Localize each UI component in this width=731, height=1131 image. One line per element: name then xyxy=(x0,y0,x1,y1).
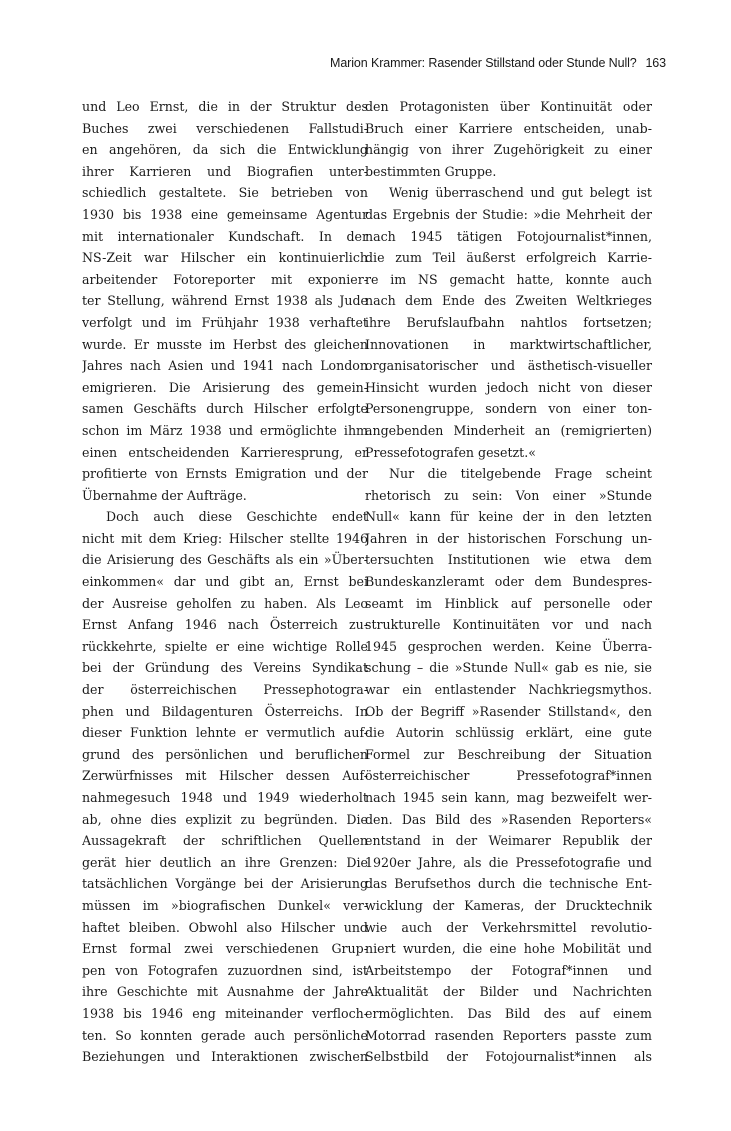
text-line: Ernst Anfang 1946 nach Österreich zu- xyxy=(82,617,368,633)
text-line: Übernahme der Aufträge. xyxy=(82,487,247,503)
text-line: tatsächlichen Vorgänge bei der Arisierung xyxy=(82,876,368,892)
text-line: Bundeskanzleramt oder dem Bundespres- xyxy=(365,574,652,590)
text-line: hängig von ihrer Zugehörigkeit zu einer xyxy=(365,142,652,158)
text-line: österreichischer Pressefotograf*innen xyxy=(365,768,652,784)
text-line: wurde. Er musste im Herbst des gleichen xyxy=(82,336,368,352)
text-line: gerät hier deutlich an ihre Grenzen: Die xyxy=(82,854,368,870)
text-line: Innovationen in marktwirtschaftlicher, xyxy=(365,336,652,352)
text-line: haftet bleiben. Obwohl also Hilscher und xyxy=(82,919,368,935)
text-line: das Berufsethos durch die technische Ent- xyxy=(365,876,652,892)
paragraph xyxy=(365,96,652,182)
text-line: ten. So konnten gerade auch persönliche xyxy=(82,1027,368,1043)
text-line: strukturelle Kontinuitäten vor und nach xyxy=(365,617,652,633)
text-line: organisatorischer und ästhetisch-visueller xyxy=(365,358,652,374)
text-line: wie auch der Verkehrsmittel revolutio- xyxy=(365,919,652,935)
text-line: Aussagekraft der schriftlichen Quellen xyxy=(82,833,368,849)
text-line: samen Geschäfts durch Hilscher erfolgte xyxy=(82,401,368,417)
left-text-column xyxy=(82,96,368,1068)
text-line: ter Stellung, während Ernst 1938 als Jude xyxy=(82,293,368,309)
text-line: ab, ohne dies explizit zu begründen. Die xyxy=(82,811,368,827)
text-line: Arbeitstempo der Fotograf*innen und xyxy=(365,962,652,978)
text-line: bestimmten Gruppe. xyxy=(365,163,497,179)
text-line: NS-Zeit war Hilscher ein kontinuierlich xyxy=(82,250,368,266)
text-line: 1945 gesprochen werden. Keine Überra- xyxy=(365,638,652,654)
text-line: Zerwürfnisses mit Hilscher dessen Auf- xyxy=(82,768,368,784)
right-text-column xyxy=(365,96,652,1068)
text-line: mit internationaler Kundschaft. In der xyxy=(82,228,368,244)
paragraph xyxy=(82,506,368,1067)
text-line: Pressefotografen gesetzt.« xyxy=(365,444,536,460)
text-line: Selbstbild der Fotojournalist*innen als xyxy=(365,1049,652,1065)
page-number: 163 xyxy=(645,56,666,70)
text-line: die Arisierung des Geschäfts als ein »Über- xyxy=(82,552,368,568)
text-line: Jahren in der historischen Forschung un- xyxy=(365,530,652,546)
text-line: einen entscheidenden Karrieresprung, er xyxy=(82,444,368,460)
text-line: Beziehungen und Interaktionen zwischen xyxy=(82,1049,368,1065)
text-line: die zum Teil äußerst erfolgreich Karrie- xyxy=(365,250,652,266)
text-line: en angehören, da sich die Entwicklung xyxy=(82,142,368,158)
text-line: der österreichischen Pressephotogra- xyxy=(82,682,368,698)
text-line: Ob der Begriff »Rasender Stillstand«, den xyxy=(365,703,652,719)
text-line: pen von Fotografen zuzuordnen sind, ist xyxy=(82,962,368,978)
text-line: ihrer Karrieren und Biografien unter- xyxy=(82,163,368,179)
text-line: emigrieren. Die Arisierung des gemein- xyxy=(82,379,368,395)
text-line: Nur die titelgebende Frage scheint xyxy=(389,466,652,482)
text-line: re im NS gemacht hatte, konnte auch xyxy=(365,271,652,287)
text-line: Hinsicht wurden jedoch nicht von dieser xyxy=(365,379,652,395)
text-line: nicht mit dem Krieg: Hilscher stellte 1946 xyxy=(82,530,368,546)
text-line: Jahres nach Asien und 1941 nach London xyxy=(82,358,368,374)
text-line: bei der Gründung des Vereins Syndikat xyxy=(82,660,368,676)
text-line: schung – die »Stunde Null« gab es nie, sie xyxy=(365,660,652,676)
running-header xyxy=(330,56,666,76)
text-line: 1938 bis 1946 eng miteinander verfloch- xyxy=(82,1005,368,1021)
text-line: niert wurden, die eine hohe Mobilität und xyxy=(365,941,652,957)
text-line: angebenden Minderheit an (remigrierten) xyxy=(365,422,652,438)
text-line: schon im März 1938 und ermöglichte ihm xyxy=(82,422,368,438)
paragraph xyxy=(82,96,368,506)
text-line: entstand in der Weimarer Republik der xyxy=(365,833,652,849)
text-line: den Protagonisten über Kontinuität oder xyxy=(365,99,652,114)
text-line: der Ausreise geholfen zu haben. Als Leo xyxy=(82,595,368,611)
paragraph xyxy=(365,463,652,1068)
text-line: wicklung der Kameras, der Drucktechnik xyxy=(365,897,652,913)
text-line: den. Das Bild des »Rasenden Reporters« xyxy=(365,811,652,827)
text-line: nach dem Ende des Zweiten Weltkrieges xyxy=(365,293,652,309)
text-line: Buches zwei verschiedenen Fallstudi- xyxy=(82,120,368,136)
text-line: rückkehrte, spielte er eine wichtige Rolle xyxy=(82,638,368,654)
text-line: Ernst formal zwei verschiedenen Grup- xyxy=(82,941,368,957)
text-line: arbeitender Fotoreporter mit exponier- xyxy=(82,271,368,287)
text-line: verfolgt und im Frühjahr 1938 verhaftet xyxy=(82,314,368,330)
text-line: 1920er Jahre, als die Pressefotografie und xyxy=(365,854,652,870)
text-line: Motorrad rasenden Reporters passte zum xyxy=(365,1027,652,1043)
text-line: die Autorin schlüssig erklärt, eine gute xyxy=(365,725,652,741)
text-line: 1930 bis 1938 eine gemeinsame Agentur xyxy=(82,206,368,222)
running-title: Marion Krammer: Rasender Stillstand oder Stunde Null? xyxy=(330,56,637,70)
text-line: schiedlich gestaltete. Sie betrieben von xyxy=(82,185,368,201)
text-line: ermöglichten. Das Bild des auf einem xyxy=(365,1005,652,1021)
text-line: und Leo Ernst, die in der Struktur des xyxy=(82,99,368,114)
text-line: ihre Geschichte mit Ausnahme der Jahre xyxy=(82,984,368,1000)
text-line: dieser Funktion lehnte er vermutlich auf- xyxy=(82,725,368,741)
text-line: profitierte von Ernsts Emigration und der xyxy=(82,466,368,482)
text-line: müssen im »biografischen Dunkel« ver- xyxy=(82,897,368,913)
text-line: einkommen« dar und gibt an, Ernst bei xyxy=(82,574,368,590)
text-line: rhetorisch zu sein: Von einer »Stunde xyxy=(365,487,652,503)
text-line: grund des persönlichen und beruflichen xyxy=(82,746,368,762)
text-line: Bruch einer Karriere entscheiden, unab- xyxy=(365,120,652,136)
text-line: ihre Berufslaufbahn nahtlos fortsetzen; xyxy=(365,314,652,330)
text-line: seamt im Hinblick auf personelle oder xyxy=(365,595,652,611)
text-line: war ein entlastender Nachkriegsmythos. xyxy=(365,682,652,698)
text-line: das Ergebnis der Studie: »die Mehrheit der xyxy=(365,206,652,222)
text-line: tersuchten Institutionen wie etwa dem xyxy=(365,552,652,568)
text-line: phen und Bildagenturen Österreichs. In xyxy=(82,703,368,719)
text-line: Formel zur Beschreibung der Situation xyxy=(365,746,652,762)
paragraph xyxy=(365,182,652,463)
text-line: nahmegesuch 1948 und 1949 wiederholt xyxy=(82,790,368,805)
text-line: nach 1945 sein kann, mag bezweifelt wer- xyxy=(365,790,652,805)
text-line: Wenig überraschend und gut belegt ist xyxy=(389,185,652,201)
text-line: Null« kann für keine der in den letzten xyxy=(365,509,652,525)
text-line: Doch auch diese Geschichte endet xyxy=(106,509,368,525)
text-line: Aktualität der Bilder und Nachrichten xyxy=(365,984,652,1000)
text-line: Personengruppe, sondern von einer ton- xyxy=(365,401,652,417)
text-line: nach 1945 tätigen Fotojournalist*innen, xyxy=(365,228,652,244)
